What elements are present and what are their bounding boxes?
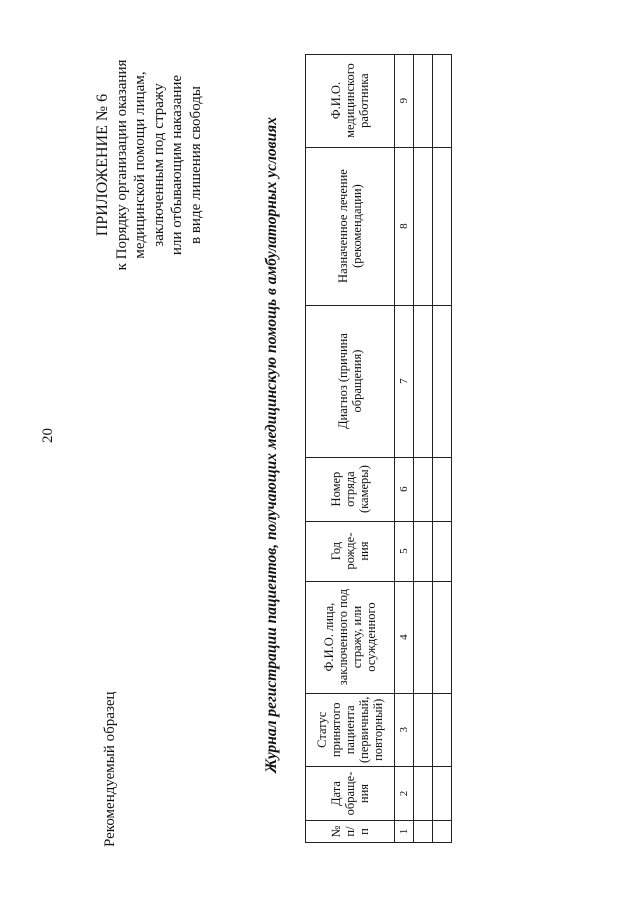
- appendix-line: в виде лишения свободы: [187, 86, 204, 244]
- table-cell: [433, 457, 452, 521]
- table-cell: [414, 581, 433, 693]
- table-cell: [414, 54, 433, 147]
- column-number: 5: [395, 521, 414, 581]
- table-cell: [433, 305, 452, 457]
- table-cell: [433, 147, 452, 305]
- table-cell: [414, 521, 433, 581]
- column-number: 4: [395, 581, 414, 693]
- table-cell: [414, 767, 433, 821]
- table-cell: [433, 54, 452, 147]
- header-row: [306, 54, 395, 842]
- header-cell: Дата обраще-ния: [306, 767, 395, 821]
- column-number: 9: [395, 54, 414, 147]
- table-cell: [433, 521, 452, 581]
- appendix-line: к Порядку организации оказания: [113, 59, 130, 271]
- table-cell: [433, 767, 452, 821]
- table-row: [414, 54, 433, 842]
- column-number: 7: [395, 305, 414, 457]
- appendix-line: или отбывающим наказание: [169, 74, 185, 256]
- appendix-title: ПРИЛОЖЕНИЕ № 6: [94, 93, 111, 237]
- appendix-line: заключенным под стражу: [150, 83, 167, 247]
- table-cell: [414, 821, 433, 843]
- column-number: 6: [395, 457, 414, 521]
- table-cell: [414, 305, 433, 457]
- journal-table: [305, 54, 452, 843]
- column-number-row: [395, 54, 414, 842]
- header-cell: № п/п: [306, 821, 395, 843]
- journal-title: Журнал регистрации пациентов, получающих медицинскую помощь в амбулаторных условиях: [263, 117, 280, 773]
- table-cell: [433, 693, 452, 766]
- table-cell: [433, 581, 452, 693]
- appendix-line: медицинской помощи лицам,: [132, 71, 148, 259]
- table-cell: [414, 693, 433, 766]
- appendix-block: [94, 55, 205, 275]
- header-cell: Ф.И.О. лица, заключенного под стражу, или осужденного: [306, 581, 395, 693]
- column-number: 2: [395, 767, 414, 821]
- header-cell: Ф.И.О. медицинского работника: [306, 54, 395, 147]
- recommended-sample-label: Рекомендуемый образец: [102, 691, 118, 847]
- table-cell: [414, 147, 433, 305]
- table-cell: [414, 457, 433, 521]
- header-cell: Год рожде-ния: [306, 521, 395, 581]
- table-row: [433, 54, 452, 842]
- column-number: 8: [395, 147, 414, 305]
- header-cell: Назначенное лечение (рекомендации): [306, 147, 395, 305]
- table-cell: [433, 821, 452, 843]
- page-number: 20: [40, 428, 56, 443]
- header-cell: Номер отряда (камеры): [306, 457, 395, 521]
- column-number: 1: [395, 821, 414, 843]
- header-cell: Диагноз (причина обращения): [306, 305, 395, 457]
- header-cell: Статус принятого пациента (первичный, повторный): [306, 693, 395, 766]
- column-number: 3: [395, 693, 414, 766]
